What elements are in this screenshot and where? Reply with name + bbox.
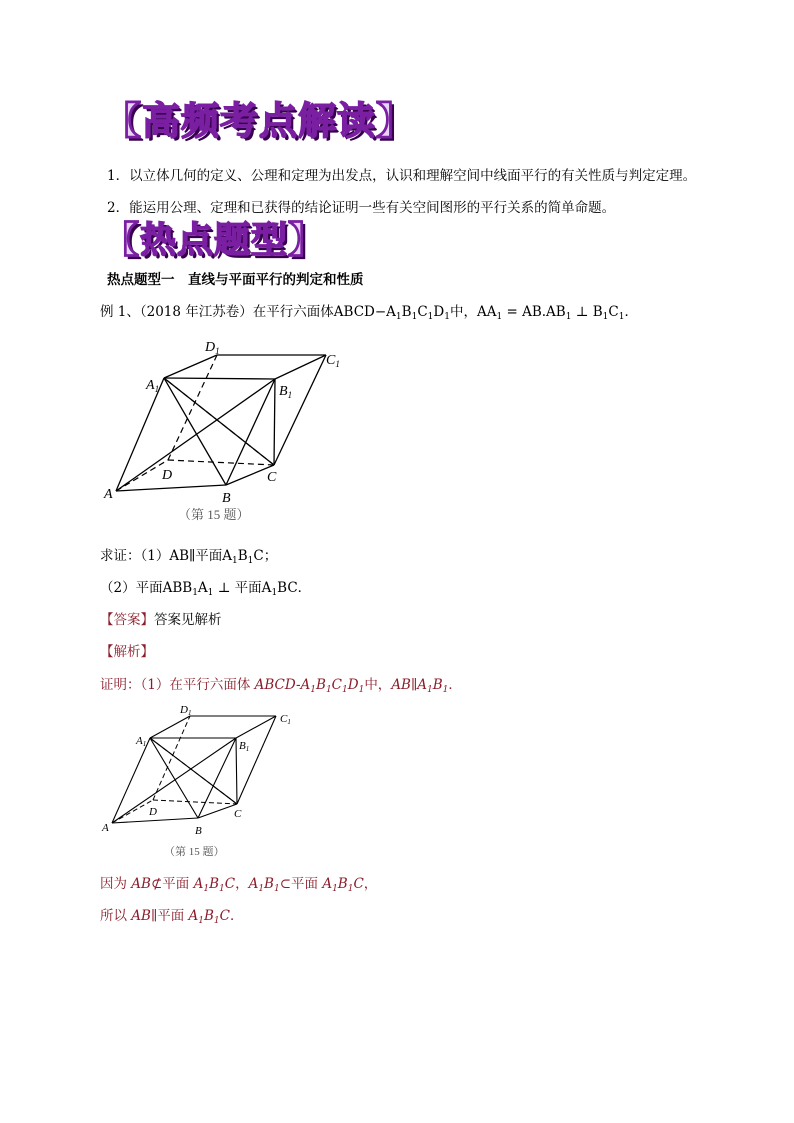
prove-item-2: （2）平面$ABB_1A_1$ ⊥ 平面$A_1BC$． [100, 580, 312, 598]
fig2-label-C1: C1 [280, 713, 291, 726]
fig2-caption: （第 15 题） [164, 846, 225, 858]
answer-text: 答案见解析 [154, 612, 222, 628]
point-1: 1．以立体几何的定义、公理和定理为出发点，认识和理解空间中线面平行的有关性质与判定定理。 [107, 168, 697, 184]
example-after: 中， [449, 304, 477, 320]
fig1-label-C1: $C_1$ [326, 353, 340, 369]
fig2-label-C: C [234, 808, 242, 820]
point-2: 2．能运用公理、定理和已获得的结论证明一些有关空间图形的平行关系的简单命题。 [107, 200, 616, 216]
fig2-label-A: A [102, 822, 109, 834]
fig1-label-B1: $B_1$ [279, 384, 293, 400]
fig1-label-D1: $D_1$ [205, 340, 220, 356]
example-1-line [100, 302, 638, 322]
proof-line-2: 因为 AB⊄平面 $A_1B_1C$，$A_1B_1\subset$平面 $A_1B_1C$， [100, 876, 378, 894]
example-condition: $AA_1 = AB.AB_1$ ⊥ $B_1C_1$ [476, 304, 625, 322]
fig2-label-B: B [195, 825, 202, 837]
example-body: $ABCD-A_1B_1C_1D_1$ [333, 304, 450, 322]
fig1-label-B: B [222, 491, 231, 506]
prove-item-1: 求证：（1）AB∥平面$A_1B_1C$； [100, 548, 278, 566]
fig1-label-A1: $A_1$ [146, 378, 160, 394]
fig2-label-D1: D1 [180, 704, 192, 717]
fig1-caption: （第 15 题） [178, 507, 250, 522]
hot-type-1-title: 热点题型一 直线与平面平行的判定和性质 [107, 272, 364, 288]
section-banner-hot-types: 【热点题型】 [103, 220, 326, 261]
example-lead: 例 1、（2018 年江苏卷）在平行六面体 [100, 304, 334, 320]
section-banner-analysis: 【高频考点解读】 [103, 99, 416, 143]
answer-line [100, 610, 222, 630]
analysis-tag: 【解析】 [100, 644, 154, 660]
fig1-label-A: A [104, 487, 113, 502]
fig1-label-C: C [267, 470, 277, 485]
fig1-label-D: D [162, 468, 173, 483]
answer-tag: 【答案】 [100, 612, 154, 628]
fig2-label-B1: B1 [239, 740, 250, 753]
fig2-label-A1: A1 [136, 735, 147, 748]
fig2-label-D: D [149, 806, 157, 818]
figure-parallelepiped-1 [100, 335, 360, 527]
proof-line-1: 证明：（1）在平行六面体 ABCD-$A_1B_1C_1D_1$中，$AB\parallel A_1B_1$． [100, 677, 462, 695]
figure-parallelepiped-2 [100, 702, 310, 862]
example-end: ． [624, 304, 638, 320]
proof-line-3: 所以 AB∥平面 $A_1B_1C$． [100, 908, 244, 926]
